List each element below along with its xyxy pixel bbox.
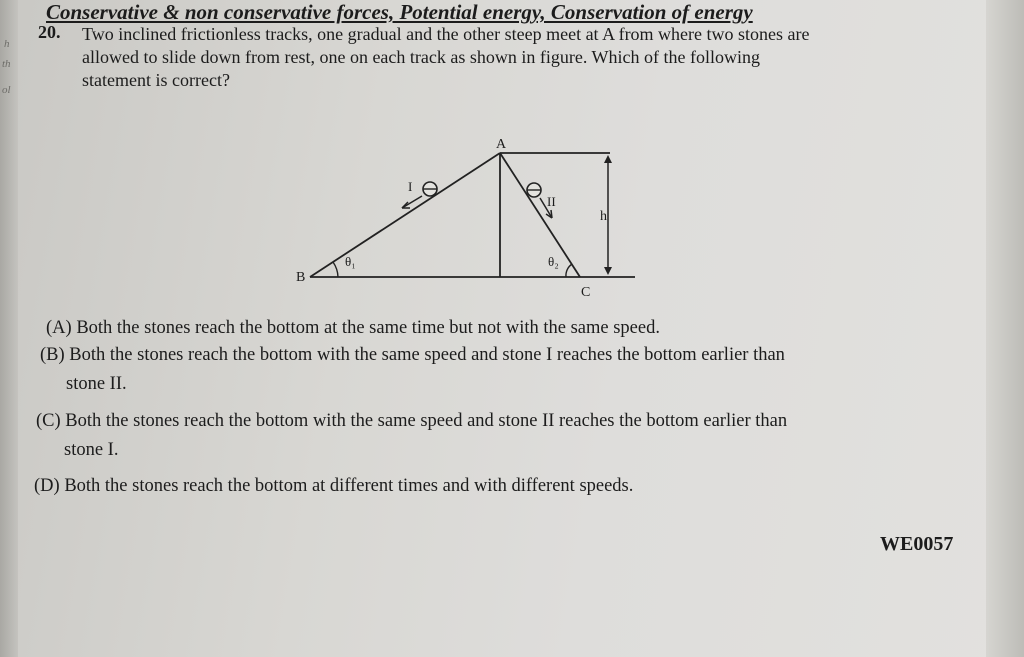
option-text: Both the stones reach the bottom with the same speed and stone II reaches the bottom earlier than (65, 411, 788, 431)
page-edge-right (986, 0, 1024, 657)
option-c (36, 411, 787, 432)
theta2-arc (566, 264, 572, 277)
incline-figure (290, 130, 650, 300)
option-b-continued: stone II. (66, 374, 127, 394)
label-theta1: θ₁ (345, 254, 356, 269)
option-letter: (B) (40, 345, 65, 365)
margin-mark: h (4, 38, 10, 50)
option-letter: (D) (34, 476, 60, 496)
margin-mark: th (2, 58, 11, 70)
steep-track (500, 153, 580, 277)
section-header: Conservative & non conservative forces, Potential energy, Conservation of energy (46, 0, 753, 24)
label-b: B (296, 270, 306, 285)
label-theta2: θ₂ (548, 254, 559, 269)
label-c: C (581, 285, 591, 300)
option-d (34, 476, 633, 497)
question-text-line: allowed to slide down from rest, one on each track as shown in figure. Which of the following (82, 47, 760, 67)
label-a: A (496, 137, 507, 152)
question-text-line: statement is correct? (82, 70, 230, 90)
label-stone-2: II (547, 194, 556, 209)
option-text: Both the stones reach the bottom with the same speed and stone I reaches the bottom earlier than (69, 345, 785, 365)
label-stone-1: I (408, 179, 413, 194)
option-text: Both the stones reach the bottom at different times and with different speeds. (64, 476, 634, 496)
option-b (40, 345, 785, 366)
question-number: 20. (38, 22, 61, 42)
question-code: WE0057 (880, 533, 954, 555)
height-arrow-top (604, 155, 612, 163)
option-text: Both the stones reach the bottom at the same time but not with the same speed. (76, 318, 660, 338)
option-c-continued: stone I. (64, 440, 119, 460)
option-letter: (C) (36, 411, 61, 431)
option-letter: (A) (46, 318, 72, 338)
label-h: h (600, 209, 607, 224)
margin-mark: ol (2, 84, 11, 96)
question-text-line: Two inclined frictionless tracks, one gradual and the other steep meet at A from where two stones are (82, 24, 810, 44)
gradual-track (310, 153, 500, 277)
height-arrow-bottom (604, 267, 612, 275)
page-edge-left (0, 0, 18, 657)
theta1-arc (333, 262, 338, 277)
arrow-1-head (402, 202, 410, 208)
option-a (46, 318, 660, 339)
